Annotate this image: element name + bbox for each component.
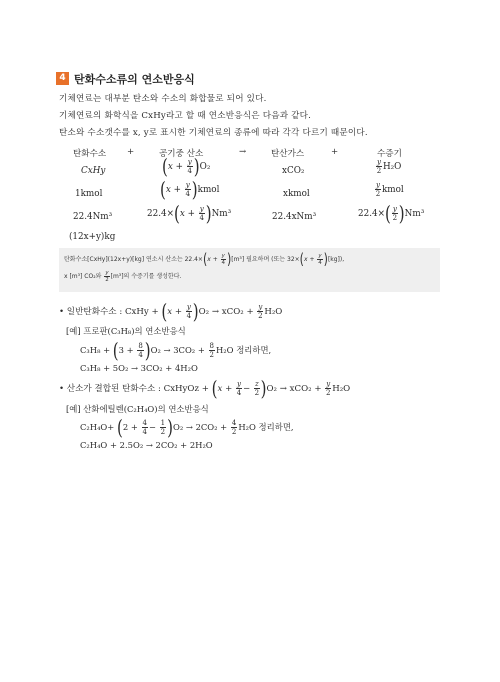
row3-oxygen: 22.4×(x + $\frac{y}{4}$ )Nm³ <box>147 201 232 226</box>
section-number-badge: 4 <box>56 72 69 85</box>
bullet-1-ex1-post: H₂O 정리하면, <box>216 345 272 355</box>
bullet-2-example-title: [예] 산화에틸렌(C₂H₄O)의 연소반응식 <box>66 404 209 414</box>
note-line-1-c: [kg]), <box>327 256 345 263</box>
row1-oxygen: (x + $\frac{y}{4}$ )O₂ <box>162 154 211 179</box>
paragraph-2: 기체연료의 화학식을 CxHy라고 할 때 연소반응식은 다음과 같다. <box>59 111 312 121</box>
header-water: 수증기 <box>377 149 402 159</box>
header-arrow: → <box>239 147 247 157</box>
bullet-oxygenated-hydrocarbon: • 산소가 결합된 탄화수소 : CxHyOz + (x + $\frac{y}{4}$ − $\frac{z}{2}$ )O₂ → xCO₂ + $\frac{y}{2}$ H₂O <box>59 376 351 401</box>
row1-water-formula: H₂O <box>382 162 402 172</box>
bullet-2-example-line-2: C₂H₄O + 2.5O₂ → 2CO₂ + 2H₂O <box>80 440 213 450</box>
row3-fuel: 22.4Nm³ <box>73 212 113 222</box>
note-line-1-b: [m³] 필요하며 (또는 32× <box>231 256 300 263</box>
row1-co2: xCO₂ <box>282 166 305 176</box>
bullet-2-ex1-post: H₂O 정리하면, <box>238 422 294 432</box>
row2-oxygen-unit: kmol <box>197 185 220 195</box>
row1-fuel: CxHy <box>81 166 106 176</box>
bullet-2-tail: O₂ → xCO₂ + <box>266 384 322 394</box>
bullet-1-ex1-pre: C₃H₈ + <box>80 345 111 355</box>
bullet-1-example-line-2: C₃H₈ + 5O₂ → 3CO₂ + 4H₂O <box>80 363 198 373</box>
bullet-general-hydrocarbon: • 일반탄화수소 : CxHy + (x + $\frac{y}{4}$ )O₂ → xCO₂ + $\frac{y}{2}$ H₂O <box>59 299 283 324</box>
row2-oxygen: (x + $\frac{y}{4}$ )kmol <box>160 177 220 202</box>
row2-fuel: 1kmol <box>75 189 103 199</box>
bullet-2-ex1-pre: C₂H₄O+ <box>80 422 115 432</box>
row3-water: 22.4×( $\frac{y}{2}$ )Nm³ <box>358 201 425 226</box>
note-line-2-a: x [m³] CO₂와 <box>64 273 102 280</box>
mass-line: (12x+y)kg <box>69 232 116 242</box>
paragraph-1: 기체연료는 대부분 탄소와 수소의 화합물로 되어 있다. <box>59 94 267 104</box>
header-plus-2: + <box>331 147 339 157</box>
bullet-2-label: • 산소가 결합된 탄화수소 : CxHyOz + <box>59 384 209 394</box>
bullet-1-example-line-1: C₃H₈ + (3 + $\frac{8}{4}$ )O₂ → 3CO₂ + $\frac{8}{2}$ H₂O 정리하면, <box>80 338 272 363</box>
note-line-1: 탄화수소[CxHy](12x+y)[kg] 연소시 산소는 22.4×(x + $\frac{y}{4}$ )[m³] 필요하며 (또는 32×(x + $\frac{y}{4}$ )[kg]), <box>64 250 345 268</box>
bullet-1-tail: O₂ → xCO₂ + <box>198 307 254 317</box>
bullet-1-label: • 일반탄화수소 : CxHy + <box>59 307 159 317</box>
row3-water-unit: Nm³ <box>404 209 425 219</box>
note-line-2: x [m³] CO₂와 $\frac{y}{2}$ [m³]의 수증기를 생성한다. <box>64 270 182 283</box>
note-line-1-a: 탄화수소[CxHy](12x+y)[kg] 연소시 산소는 22.4× <box>64 256 203 263</box>
bullet-2-tail2: H₂O <box>332 384 351 394</box>
row3-water-prefix: 22.4× <box>358 209 385 219</box>
header-co2: 탄산가스 <box>271 149 305 159</box>
row3-oxygen-unit: Nm³ <box>211 209 232 219</box>
paragraph-3: 탄소와 수소갯수를 x, y로 표시한 기체연료의 종류에 따라 각각 다르기 때문이다. <box>59 128 368 138</box>
row1-water: $\frac{y}{2}$ H₂O <box>376 158 402 175</box>
header-oxygen: 공기중 산소 <box>159 149 204 159</box>
row3-oxygen-prefix: 22.4× <box>147 209 174 219</box>
header-hydrocarbon: 탄화수소 <box>73 149 107 159</box>
row2-water-unit: kmol <box>381 185 404 195</box>
row1-oxygen-formula: O₂ <box>199 162 211 172</box>
row2-water: $\frac{y}{2}$ kmol <box>375 181 404 198</box>
header-plus-1: + <box>127 147 135 157</box>
bullet-2-example-line-1: C₂H₄O+ (2 + $\frac{4}{4}$ − $\frac{1}{2}$ )O₂ → 2CO₂ + $\frac{4}{2}$ H₂O 정리하면, <box>80 415 294 440</box>
note-line-2-b: [m³]의 수증기를 생성한다. <box>110 273 182 280</box>
bullet-1-tail2: H₂O <box>264 307 283 317</box>
row2-co2: xkmol <box>283 189 310 199</box>
bullet-2-ex1-mid: O₂ → 2CO₂ + <box>173 422 228 432</box>
row3-co2: 22.4xNm³ <box>272 212 317 222</box>
bullet-1-example-title: [예] 프로판(C₃H₈)의 연소반응식 <box>66 326 186 336</box>
bullet-1-ex1-mid: O₂ → 3CO₂ + <box>150 345 205 355</box>
section-title: 탄화수소류의 연소반응식 <box>74 73 195 86</box>
